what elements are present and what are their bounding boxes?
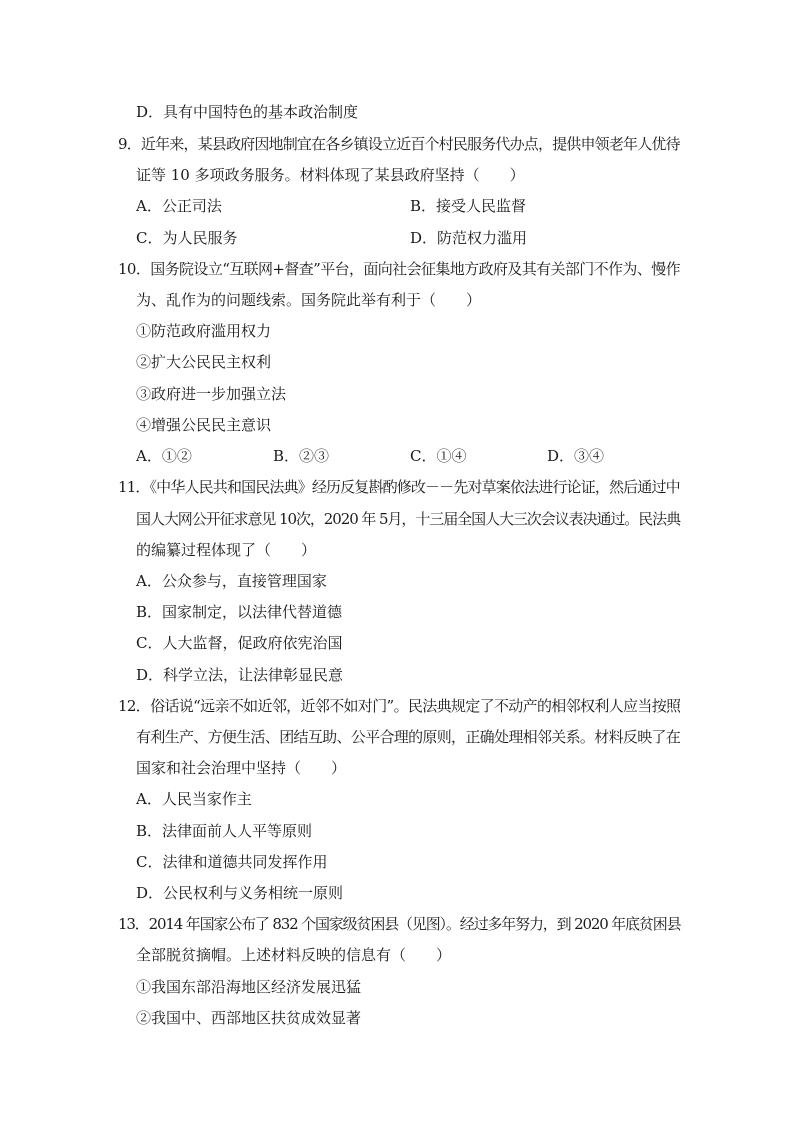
q10-option-c: C．①④ xyxy=(410,447,467,465)
q10-stem-line1: 10．国务院设立“互联网+督查”平台，面向社会征集地方政府及其有关部门不作为、慢作 xyxy=(118,260,680,278)
q12-stem-line3: 国家和社会治理中坚持（ ） xyxy=(136,759,347,777)
q12-option-a: A．人民当家作主 xyxy=(136,790,252,808)
q10-options-row xyxy=(0,446,794,466)
q12-stem-line2: 有利生产、方便生活、团结互助、公平合理的原则，正确处理相邻关系。材料反映了在 xyxy=(136,728,681,746)
q13-stem-line2: 全部脱贫摘帽。上述材料反映的信息有（ ） xyxy=(136,946,452,964)
q11-option-a: A．公众参与，直接管理国家 xyxy=(136,572,327,590)
q11-stem-line3: 的编纂过程体现了（ ） xyxy=(136,541,317,559)
q11-option-c: C．人大监督，促政府依宪治国 xyxy=(136,634,343,652)
q12-option-b: B．法律面前人人平等原则 xyxy=(136,822,313,840)
q9-option-c: C．为人民服务 xyxy=(136,229,238,247)
q9-option-d: D．防范权力滥用 xyxy=(410,229,528,247)
q10-item-2: ②扩大公民民主权利 xyxy=(136,353,272,371)
q13-item-2: ②我国中、西部地区扶贫成效显著 xyxy=(136,1009,362,1027)
q10-option-d: D．③④ xyxy=(547,447,605,465)
q13-stem-line1: 13．2014 年国家公布了 832 个国家级贫困县（见图）。经过多年努力，到 2020 年底贫困县 xyxy=(118,915,681,933)
q11-stem-line2: 国人大网公开征求意见 10次，2020 年 5月，十三届全国人大三次会议表决通过。民法典 xyxy=(136,510,681,528)
q10-option-b: B．②③ xyxy=(273,447,330,465)
q10-item-4: ④增强公民民主意识 xyxy=(136,416,272,434)
q9-stem-line2: 证等 10 多项政务服务。材料体现了某县政府坚持（ ） xyxy=(136,166,525,184)
q11-stem-line1: 11．《中华人民共和国民法典》经历反复斟酌修改－－先对草案依法进行论证，然后通过中 xyxy=(118,478,680,496)
q11-option-b: B．国家制定，以法律代替道德 xyxy=(136,603,343,621)
q9-options-row2 xyxy=(0,228,794,248)
q10-item-3: ③政府进一步加强立法 xyxy=(136,385,287,403)
q12-option-c: C．法律和道德共同发挥作用 xyxy=(136,853,328,871)
q13-item-1: ①我国东部沿海地区经济发展迅猛 xyxy=(136,978,362,996)
q9-option-b: B．接受人民监督 xyxy=(410,197,527,215)
q11-option-d: D．科学立法，让法律彰显民意 xyxy=(136,666,344,684)
q9-stem-line1: 9．近年来，某县政府因地制宜在各乡镇设立近百个村民服务代办点，提供申领老年人优待 xyxy=(118,135,680,153)
q10-item-1: ①防范政府滥用权力 xyxy=(136,322,272,340)
q12-option-d: D．公民权利与义务相统一原则 xyxy=(136,884,344,902)
q9-options-row1 xyxy=(0,196,794,216)
q8-option-d: D．具有中国特色的基本政治制度 xyxy=(136,103,359,121)
q12-stem-line1: 12．俗话说“远亲不如近邻，近邻不如对门”。民法典规定了不动产的相邻权利人应当按照 xyxy=(118,697,681,715)
q10-option-a: A．①② xyxy=(136,447,192,465)
q10-stem-line2: 为、乱作为的问题线索。国务院此举有利于（ ） xyxy=(136,291,482,309)
q9-option-a: A．公正司法 xyxy=(136,197,222,215)
